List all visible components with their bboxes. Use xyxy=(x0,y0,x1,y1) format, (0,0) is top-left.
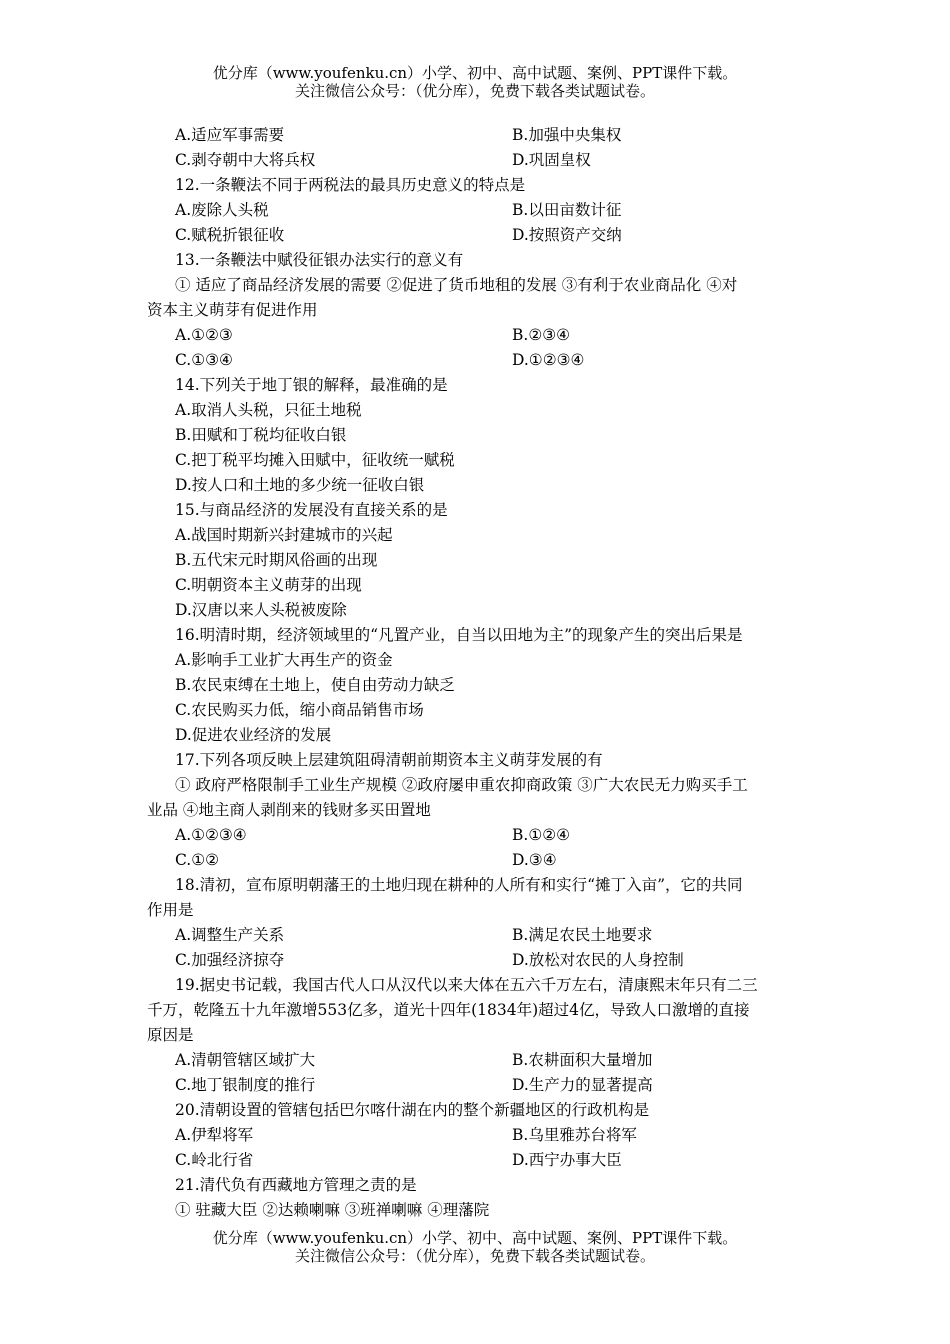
footer-line-1: 优分库（www.youfenku.cn）小学、初中、高中试题、案例、PPT课件下载。 xyxy=(212,1229,738,1247)
q16-option-d: D.促进农业经济的发展 xyxy=(175,726,332,744)
q17-option-d: D.③④ xyxy=(512,851,557,869)
q16-option-a: A.影响手工业扩大再生产的资金 xyxy=(175,651,393,669)
q16-option-c: C.农民购买力低，缩小商品销售市场 xyxy=(175,701,424,719)
q15-option-b: B.五代宋元时期风俗画的出现 xyxy=(175,551,378,569)
q19-options-row-1 xyxy=(147,1048,811,1073)
q17-option-c: C.①② xyxy=(175,851,220,869)
q14-stem: 14.下列关于地丁银的解释，最准确的是 xyxy=(175,376,448,394)
q11-options-row-2 xyxy=(147,148,811,173)
q18-options-row-2 xyxy=(147,948,811,973)
q18-option-c: C.加强经济掠夺 xyxy=(175,951,285,969)
header-line-1: 优分库（www.youfenku.cn）小学、初中、高中试题、案例、PPT课件下载。 xyxy=(212,64,738,82)
q12-option-d: D.按照资产交纳 xyxy=(512,226,622,244)
q14-option-a: A.取消人头税，只征土地税 xyxy=(175,401,362,419)
q17-items-line-1: ① 政府严格限制手工业生产规模 ②政府屡申重农抑商政策 ③广大农民无力购买手工 xyxy=(175,776,748,794)
q19-option-b: B.农耕面积大量增加 xyxy=(512,1051,653,1069)
q15-option-d: D.汉唐以来人头税被废除 xyxy=(175,601,347,619)
q20-options-row-2 xyxy=(147,1148,811,1173)
q13-stem: 13.一条鞭法中赋役征银办法实行的意义有 xyxy=(175,251,464,269)
q17-options-row-2 xyxy=(147,848,811,873)
q20-option-b: B.乌里雅苏台将军 xyxy=(512,1126,637,1144)
page-footer xyxy=(0,1229,950,1265)
q17-option-b: B.①②④ xyxy=(512,826,571,844)
q14-option-b: B.田赋和丁税均征收白银 xyxy=(175,426,347,444)
page-header xyxy=(0,64,950,100)
q19-stem-line-2: 千万，乾隆五十九年激增553亿多，道光十四年(1834年)超过4亿，导致人口激增的直接 xyxy=(147,1001,750,1019)
q21-items: ① 驻藏大臣 ②达赖喇嘛 ③班禅喇嘛 ④理藩院 xyxy=(175,1201,490,1219)
q11-options-row-1 xyxy=(147,123,811,148)
q21-stem: 21.清代负有西藏地方管理之责的是 xyxy=(175,1176,417,1194)
q19-option-d: D.生产力的显著提高 xyxy=(512,1076,653,1094)
q11-option-c: C.剥夺朝中大将兵权 xyxy=(175,151,316,169)
q13-option-a: A.①②③ xyxy=(175,326,233,344)
q15-option-c: C.明朝资本主义萌芽的出现 xyxy=(175,576,362,594)
q20-option-d: D.西宁办事大臣 xyxy=(512,1151,622,1169)
q20-option-a: A.伊犁将军 xyxy=(175,1126,254,1144)
q18-option-a: A.调整生产关系 xyxy=(175,926,285,944)
q13-items-line-1: ① 适应了商品经济发展的需要 ②促进了货币地租的发展 ③有利于农业商品化 ④对 xyxy=(175,276,738,294)
q13-options-row-1 xyxy=(147,323,811,348)
q11-option-d: D.巩固皇权 xyxy=(512,151,591,169)
q12-option-b: B.以田亩数计征 xyxy=(512,201,622,219)
q15-stem: 15.与商品经济的发展没有直接关系的是 xyxy=(175,501,448,519)
q20-options-row-1 xyxy=(147,1123,811,1148)
q17-items-line-2: 业品 ④地主商人剥削来的钱财多买田置地 xyxy=(147,801,431,819)
q19-stem-line-1: 19.据史书记载，我国古代人口从汉代以来大体在五六千万左右，清康熙末年只有二三 xyxy=(175,976,758,994)
q11-option-a: A.适应军事需要 xyxy=(175,126,285,144)
q19-option-a: A.清朝管辖区域扩大 xyxy=(175,1051,316,1069)
q13-options-row-2 xyxy=(147,348,811,373)
q13-option-b: B.②③④ xyxy=(512,326,571,344)
q11-option-b: B.加强中央集权 xyxy=(512,126,622,144)
q20-option-c: C.岭北行省 xyxy=(175,1151,254,1169)
q18-stem-line-2: 作用是 xyxy=(147,901,194,919)
q18-option-b: B.满足农民土地要求 xyxy=(512,926,653,944)
q12-options-row-2 xyxy=(147,223,811,248)
q17-option-a: A.①②③④ xyxy=(175,826,247,844)
q18-stem-line-1: 18.清初，宣布原明朝藩王的土地归现在耕种的人所有和实行“摊丁入亩”，它的共同 xyxy=(175,876,743,894)
q17-options-row-1 xyxy=(147,823,811,848)
q14-option-d: D.按人口和土地的多少统一征收白银 xyxy=(175,476,425,494)
q14-option-c: C.把丁税平均摊入田赋中，征收统一赋税 xyxy=(175,451,455,469)
q15-option-a: A.战国时期新兴封建城市的兴起 xyxy=(175,526,393,544)
q12-option-a: A.废除人头税 xyxy=(175,201,269,219)
q19-options-row-2 xyxy=(147,1073,811,1098)
q12-options-row-1 xyxy=(147,198,811,223)
q13-option-c: C.①③④ xyxy=(175,351,233,369)
exam-content xyxy=(147,123,811,1223)
q17-stem: 17.下列各项反映上层建筑阻碍清朝前期资本主义萌芽发展的有 xyxy=(175,751,603,769)
q18-option-d: D.放松对农民的人身控制 xyxy=(512,951,684,969)
q13-option-d: D.①②③④ xyxy=(512,351,585,369)
q12-stem: 12.一条鞭法不同于两税法的最具历史意义的特点是 xyxy=(175,176,526,194)
q19-stem-line-3: 原因是 xyxy=(147,1026,194,1044)
header-line-2: 关注微信公众号：（优分库），免费下载各类试题试卷。 xyxy=(294,82,655,100)
q18-options-row-1 xyxy=(147,923,811,948)
q16-option-b: B.农民束缚在土地上，使自由劳动力缺乏 xyxy=(175,676,455,694)
q19-option-c: C.地丁银制度的推行 xyxy=(175,1076,316,1094)
footer-line-2: 关注微信公众号：（优分库），免费下载各类试题试卷。 xyxy=(294,1247,655,1265)
q12-option-c: C.赋税折银征收 xyxy=(175,226,285,244)
q13-items-line-2: 资本主义萌芽有促进作用 xyxy=(147,301,318,319)
q20-stem: 20.清朝设置的管辖包括巴尔喀什湖在内的整个新疆地区的行政机构是 xyxy=(175,1101,650,1119)
q16-stem: 16.明清时期，经济领域里的“凡置产业，自当以田地为主”的现象产生的突出后果是 xyxy=(175,626,743,644)
